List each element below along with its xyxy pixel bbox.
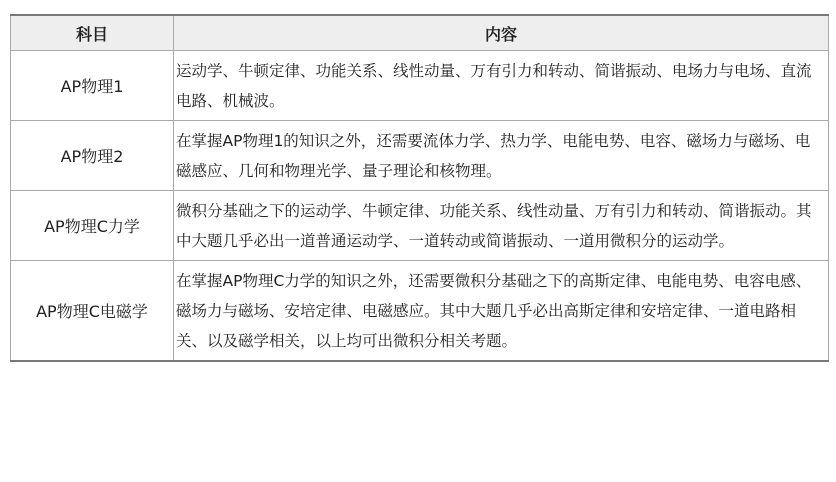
content-cell: 在掌握AP物理1的知识之外，还需要流体力学、热力学、电能电势、电容、磁场力与磁场、电磁感应、几何和物理光学、量子理论和核物理。 — [174, 121, 829, 191]
subject-cell: AP物理C力学 — [11, 191, 174, 261]
table-row — [11, 261, 829, 362]
table-header-row — [11, 15, 829, 51]
header-content: 内容 — [174, 15, 829, 51]
ap-physics-table — [10, 14, 829, 362]
table-row — [11, 191, 829, 261]
header-subject: 科目 — [11, 15, 174, 51]
table-row — [11, 121, 829, 191]
subject-cell: AP物理2 — [11, 121, 174, 191]
content-cell: 在掌握AP物理C力学的知识之外，还需要微积分基础之下的高斯定律、电能电势、电容电感、磁场力与磁场、安培定律、电磁感应。其中大题几乎必出高斯定律和安培定律、一道电路相关、以及磁学相关，以上均可出微积分相关考题。 — [174, 261, 829, 362]
subject-cell: AP物理1 — [11, 51, 174, 121]
content-cell: 微积分基础之下的运动学、牛顿定律、功能关系、线性动量、万有引力和转动、简谐振动。其中大题几乎必出一道普通运动学、一道转动或简谐振动、一道用微积分的运动学。 — [174, 191, 829, 261]
content-cell: 运动学、牛顿定律、功能关系、线性动量、万有引力和转动、简谐振动、电场力与电场、直流电路、机械波。 — [174, 51, 829, 121]
table-row — [11, 51, 829, 121]
subject-cell: AP物理C电磁学 — [11, 261, 174, 362]
